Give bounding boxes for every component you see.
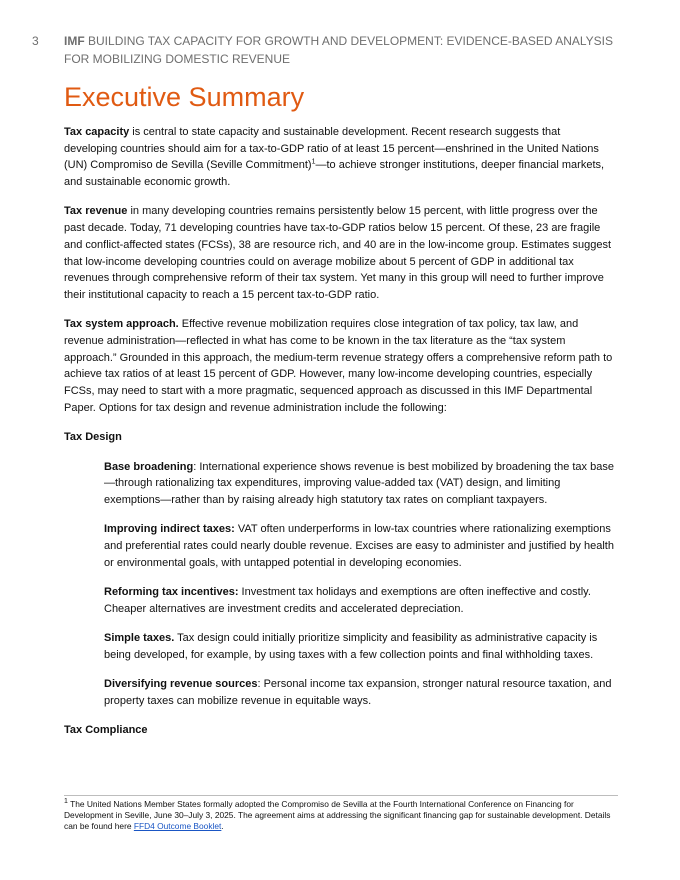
footnote-reference[interactable]: 1 [311,158,316,166]
footnote [64,799,620,832]
section-heading-tax-compliance: Tax Compliance [64,724,148,737]
brand-label: IMF [64,34,85,48]
footnote-end: . [221,821,224,831]
ffd4-outcome-booklet-link[interactable]: FFD4 Outcome Booklet [133,821,222,831]
header-title: BUILDING TAX CAPACITY FOR GROWTH AND DEVELOPMENT: EVIDENCE-BASED ANALYSIS FOR MOBILIZING DOMESTIC REVENUE [64,34,614,66]
running-title [64,32,624,68]
paragraph-tax-capacity [64,124,616,191]
item-text: : International experience shows revenue is best mobilized by broadening the tax base—through rationalizing tax expenditures, improving value-added tax (VAT) design, and limiting exemptions—rather than by raising already high statutory tax rates on compliant taxpayers. [104,460,614,507]
footnote-mark: 1 [64,798,68,806]
list-item-base-broadening [104,459,616,509]
paragraph-lead: Tax revenue [64,205,128,218]
paragraph-text: Effective revenue mobilization requires close integration of tax policy, tax law, and revenue administration—reflected in what has come to be known in the tax literature as the “tax system approach.” Grounded in this approach, the medium-term revenue strategy offers a comprehensive reform path to achieve tax ratios of at least 15 percent of GDP. However, many low-income developing countries, especially FCSs, may need to start with a more pragmatic, sequenced approach as discussed in this IMF Departmental Paper. Options for tax design and revenue administration include the following: [64,318,613,414]
item-text: VAT often underperforms in low-tax countries where rationalizing exemptions and preferential rates could nearly double revenue. Excises are easy to administer and justified by health or environmental goals, with untapped potential in developing economies. [104,523,614,569]
list-item-indirect-taxes [104,521,616,571]
list-item-tax-incentives [104,584,616,617]
item-text: Investment tax holidays and exemptions are often ineffective and costly. Cheaper alternatives are investment credits and accelerated depreciation. [104,586,591,615]
footnote-divider [64,795,618,796]
footnote-text: The United Nations Member States formally adopted the Compromiso de Sevilla at the Fourth International Conference on Financing for Development in Seville, June 30–July 3, 2025. The agreement aims at addressing the significant financing gap for sustainable development. Details can be found here [64,799,611,831]
list-item-simple-taxes [104,630,616,663]
item-lead: Diversifying revenue sources [104,678,258,691]
main-content [64,124,616,752]
item-lead: Base broadening [104,460,194,473]
paragraph-text: in many developing countries remains persistently below 15 percent, with little progress over the past decade. Today, 71 developing countries have tax-to-GDP ratios below 15 percent. Of these, 23 are fragile and conflict-affected states (FCSs), 38 are resource rich, and 40 are in the low-income group. Estimates suggest that low-income developing countries could on average mobilize about 5 percent of GDP in additional tax revenues through comprehensive reform of their tax system. Yet many in this group will need to further improve their institutional capacity to reach a 15 percent tax-to-GDP ratio. [64,205,612,301]
paragraph-lead: Tax system approach. [64,318,179,331]
page-title: Executive Summary [64,82,305,112]
paragraph-tax-revenue [64,203,616,303]
section-heading-tax-design: Tax Design [64,431,122,444]
list-item-revenue-sources [104,676,616,709]
item-lead: Simple taxes. [104,632,175,645]
item-lead: Reforming tax incentives: [104,586,239,599]
paragraph-lead: Tax capacity [64,126,130,138]
item-lead: Improving indirect taxes: [104,523,235,536]
item-text: : Personal income tax expansion, stronger natural resource taxation, and property taxes can mobilize revenue in equitable ways. [104,678,612,707]
paragraph-tax-system [64,316,616,416]
page-number: 3 [32,34,39,48]
paragraph-text: is central to state capacity and sustainable development. Recent research suggests that developing countries should aim for a tax-to-GDP ratio of at least 15 percent—enshrined in the United Nations (UN) Compromiso de Sevilla (Seville Commitment) [64,126,599,172]
item-text: Tax design could initially prioritize simplicity and feasibility as administrative capacity is being developed, for example, by using taxes with a few collection points and final withholding taxes. [104,632,598,661]
paragraph-text: —to achieve stronger institutions, deeper financial markets, and sustainable economic growth. [64,159,605,189]
